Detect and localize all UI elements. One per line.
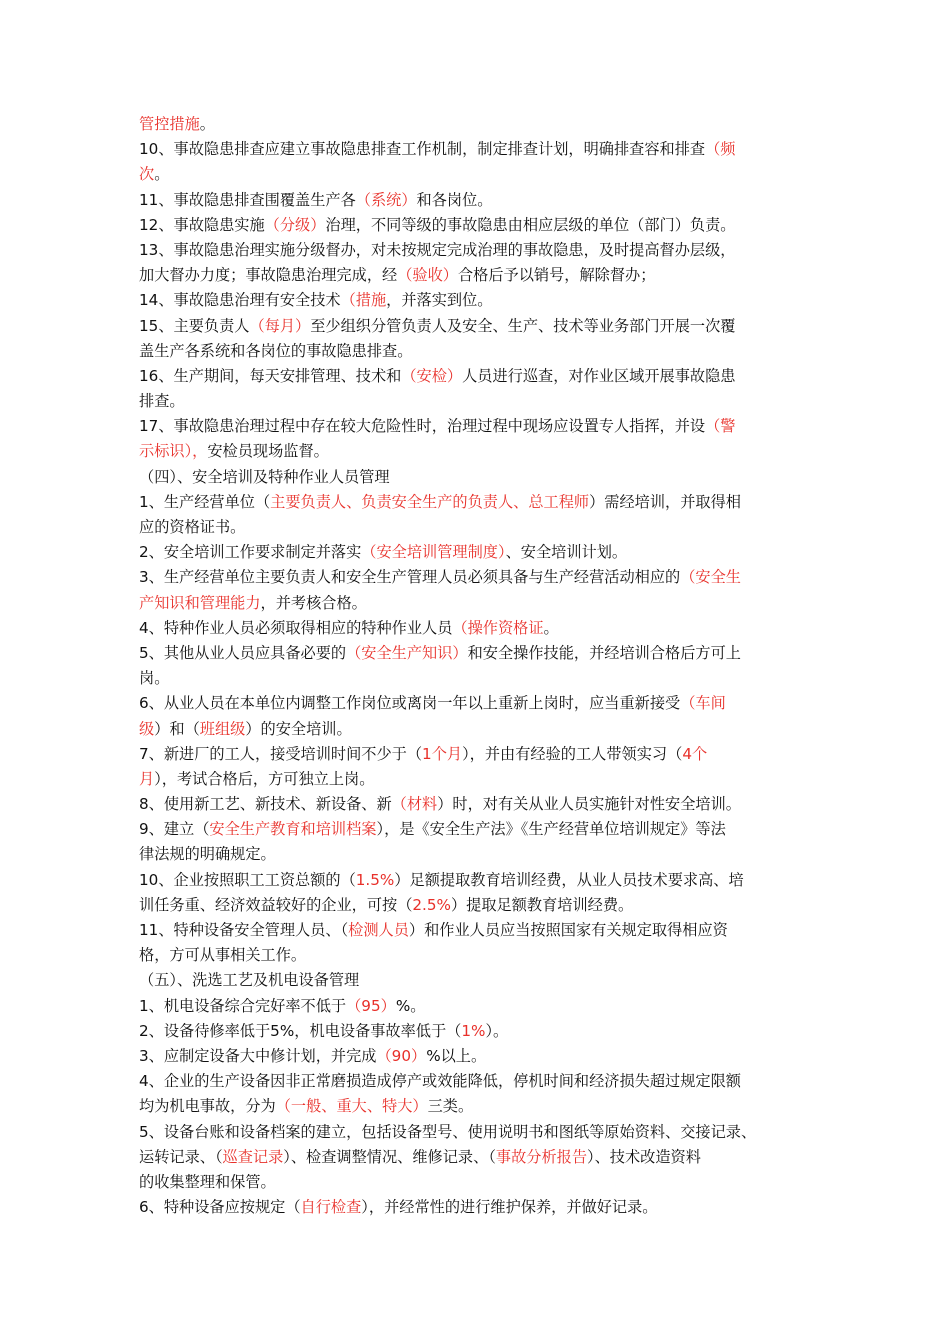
answer-text: （措施 [340, 291, 387, 310]
text-line [139, 1019, 819, 1044]
body-text: ）时，对有关从业人员实施针对性安全培训。 [437, 795, 741, 814]
answer-text: 2.5% [412, 895, 451, 914]
body-text: ），并由有经验的工人带领实习（ [462, 744, 683, 763]
body-text: 3、应制定设备大中修计划，并完成 [139, 1046, 377, 1065]
text-line [139, 490, 819, 515]
body-text: 排查。 [139, 392, 185, 411]
text-line [139, 565, 819, 590]
body-text: 治理，不同等级的事故隐患由相应层级的单位（部门）负责。 [325, 215, 736, 234]
text-line [139, 842, 819, 867]
body-text: 训任务重、经济效益较好的企业，可按（ [139, 895, 413, 914]
text-line [139, 314, 819, 339]
answer-text: 次 [139, 165, 155, 184]
body-text: 4、企业的生产设备因非正常磨损造成停产或效能降低，停机时间和经济损失超过规定限额 [139, 1072, 741, 1091]
text-line [139, 112, 819, 137]
answer-text: 管控措施 [139, 115, 200, 133]
body-text: ，并落实到位。 [386, 291, 493, 310]
body-text: 合格后予以销号，解除督办； [457, 266, 656, 285]
text-line [139, 238, 819, 263]
body-text: 9、建立（ [139, 820, 210, 839]
text-line [139, 968, 819, 993]
text-line [139, 1170, 819, 1195]
text-line [139, 1145, 819, 1170]
body-text: 盖生产各系统和各岗位的事故隐患排查。 [139, 341, 413, 360]
text-line [139, 616, 819, 641]
text-line [139, 465, 819, 490]
body-text: 3、生产经营单位主要负责人和安全生产管理人员必须具备与生产经营活动相应的 [139, 568, 681, 587]
body-text: 岗。 [139, 669, 170, 688]
answer-text: （每月） [249, 316, 311, 335]
text-line [139, 137, 819, 162]
text-line [139, 263, 819, 288]
body-text: 2、安全培训工作要求制定并落实 [139, 543, 362, 562]
text-line [139, 1094, 819, 1119]
body-text: ）的安全培训。 [245, 719, 352, 738]
text-line [139, 792, 819, 817]
body-text: 10、企业按照职工工资总额的（ [139, 870, 356, 889]
body-text: 运转记录、（ [139, 1147, 223, 1166]
body-text: ）和（ [154, 719, 200, 738]
body-text: 5、其他从业人员应具备必要的 [139, 643, 347, 662]
body-text: 10、事故隐患排查应建立事故隐患排查工作机制，制定排查计划，明确排查容和排查 [139, 140, 706, 159]
text-line [139, 868, 819, 893]
body-text: ，并考核合格。 [260, 593, 367, 612]
answer-text: （安检） [401, 366, 463, 385]
answer-text: （安全培训管理制度） [361, 543, 506, 562]
text-line [139, 641, 819, 666]
body-text: （四）、安全培训及特种作业人员管理 [139, 467, 390, 486]
text-line [139, 893, 819, 918]
body-text: （五）、洗选工艺及机电设备管理 [139, 971, 360, 990]
answer-text: 1个月 [422, 744, 463, 763]
text-line [139, 188, 819, 213]
text-line [139, 389, 819, 414]
text-line [139, 918, 819, 943]
answer-text: 1% [461, 1021, 486, 1040]
body-text: 11、事故隐患排查围覆盖生产各 [139, 190, 356, 209]
text-line [139, 540, 819, 565]
body-text: ）和作业人员应当按照国家有关规定取得相应资 [408, 921, 728, 939]
text-line [139, 414, 819, 439]
text-line [139, 364, 819, 389]
text-line [139, 666, 819, 691]
answer-text: （验收） [397, 266, 458, 285]
answer-text: （一般、重大、特大） [275, 1097, 428, 1116]
answer-text: 事故分析报告 [495, 1147, 588, 1166]
body-text: 14、事故隐患治理有安全技术 [139, 291, 341, 310]
answer-text: 产知识和管理能力 [139, 593, 261, 612]
body-text: 至少组织分管负责人及安全、生产、技术等业务部门开展一次覆 [310, 316, 736, 335]
body-text: 人员进行巡查，对作业区域开展事故隐患 [462, 366, 736, 385]
text-line [139, 288, 819, 313]
body-text: 15、主要负责人 [139, 316, 250, 335]
answer-text: （车间 [680, 694, 726, 713]
answer-text: （安全生 [680, 568, 741, 587]
text-line [139, 515, 819, 540]
body-text: 。 [199, 115, 215, 133]
body-text: 4、特种作业人员必须取得相应的特种作业人员 [139, 618, 453, 637]
text-line [139, 1120, 819, 1145]
body-text: ）足额提取教育培训经费，从业人员技术要求高、培 [394, 870, 744, 889]
answer-text: 级 [139, 719, 155, 738]
body-text: 应的资格证书。 [139, 518, 246, 536]
text-line [139, 1195, 819, 1220]
body-text: 13、事故隐患治理实施分级督办，对未按规定完成治理的事故隐患，及时提高督办层级， [139, 240, 736, 259]
body-text: 7、新进厂的工人，接受培训时间不少于（ [139, 744, 423, 763]
body-text: ）、技术改造资料 [587, 1147, 701, 1166]
text-line [139, 162, 819, 187]
answer-text: （操作资格证 [452, 618, 544, 637]
answer-text: （系统） [355, 190, 417, 209]
text-line [139, 591, 819, 616]
body-text: 6、从业人员在本单位内调整工作岗位或离岗一年以上重新上岗时，应当重新接受 [139, 694, 681, 713]
text-line [139, 943, 819, 968]
body-text: 16、生产期间，每天安排管理、技术和 [139, 366, 402, 385]
body-text: 1、机电设备综合完好率不低于 [139, 996, 347, 1015]
body-text: ）需经培训，并取得相 [589, 492, 741, 511]
answer-text: 示标识）， [139, 442, 208, 461]
answer-text: （警 [705, 417, 736, 436]
answer-text: 安全生产教育和培训档案 [209, 820, 377, 839]
answer-text: 班组级 [199, 719, 246, 738]
answer-text: 自行检查 [300, 1198, 362, 1217]
answer-text: 4个 [682, 744, 708, 763]
answer-text: 巡查记录 [222, 1147, 284, 1166]
body-text: 的收集整理和保管。 [139, 1172, 276, 1191]
body-text: 。 [543, 618, 559, 637]
answer-text: （90） [376, 1046, 427, 1065]
text-line [139, 439, 819, 464]
body-text: 。 [154, 165, 170, 184]
body-text: 8、使用新工艺、新技术、新设备、新 [139, 795, 392, 814]
body-text: 6、特种设备应按规定（ [139, 1198, 301, 1217]
body-text: 12、事故隐患实施 [139, 215, 265, 234]
text-line [139, 213, 819, 238]
answer-text: （分级） [264, 215, 326, 234]
body-text: 、安全培训计划。 [505, 543, 628, 562]
text-line [139, 742, 819, 767]
answer-text: 检测人员 [348, 921, 409, 939]
body-text: 均为机电事故，分为 [139, 1097, 276, 1116]
answer-text: （频 [705, 140, 736, 159]
body-text: 11、特种设备安全管理人员、（ [139, 921, 349, 939]
body-text: 2、设备待修率低于5%，机电设备事故率低于（ [139, 1021, 462, 1040]
answer-text: 月 [139, 769, 155, 788]
body-text: 律法规的明确规定。 [139, 845, 276, 864]
body-text: 17、事故隐患治理过程中存在较大危险性时，治理过程中现场应设置专人指挥，并设 [139, 417, 706, 436]
body-text: ）、检查调整情况、维修记录、（ [283, 1147, 496, 1166]
body-text: %。 [395, 996, 426, 1015]
body-text: 三类。 [427, 1097, 474, 1116]
body-text: 1、生产经营单位（ [139, 492, 271, 511]
body-text: 和安全操作技能，并经培训合格后方可上 [467, 643, 741, 662]
body-text: 格，方可从事相关工作。 [139, 946, 307, 965]
answer-text: 1.5% [355, 870, 395, 889]
body-text: 和各岗位。 [416, 190, 493, 209]
body-text: 加大督办力度；事故隐患治理完成，经 [139, 266, 398, 285]
text-line [139, 994, 819, 1019]
body-text: ），是《安全生产法》《生产经营单位培训规定》等法 [376, 820, 726, 839]
body-text: ），并经常性的进行维护保养，并做好记录。 [361, 1198, 658, 1217]
body-text: 5、设备台账和设备档案的建立，包括设备型号、使用说明书和图纸等原始资料、交接记录、 [139, 1122, 757, 1141]
body-text: 安检员现场监督。 [207, 442, 329, 461]
answer-text: （95） [346, 996, 396, 1015]
text-line [139, 691, 819, 716]
text-line [139, 1069, 819, 1094]
body-text: ），考试合格后，方可独立上岗。 [154, 769, 375, 788]
body-text: ）提取足额教育培训经费。 [450, 895, 634, 914]
text-line [139, 817, 819, 842]
answer-text: （材料 [391, 795, 438, 814]
text-line [139, 1044, 819, 1069]
text-line [139, 767, 819, 792]
text-line [139, 717, 819, 742]
body-text: ）。 [485, 1021, 509, 1040]
document-body [139, 112, 819, 1220]
text-line [139, 339, 819, 364]
answer-text: 主要负责人、负责安全生产的负责人、总工程师 [270, 492, 590, 511]
body-text: %以上。 [426, 1046, 487, 1065]
answer-text: （安全生产知识） [346, 643, 468, 662]
